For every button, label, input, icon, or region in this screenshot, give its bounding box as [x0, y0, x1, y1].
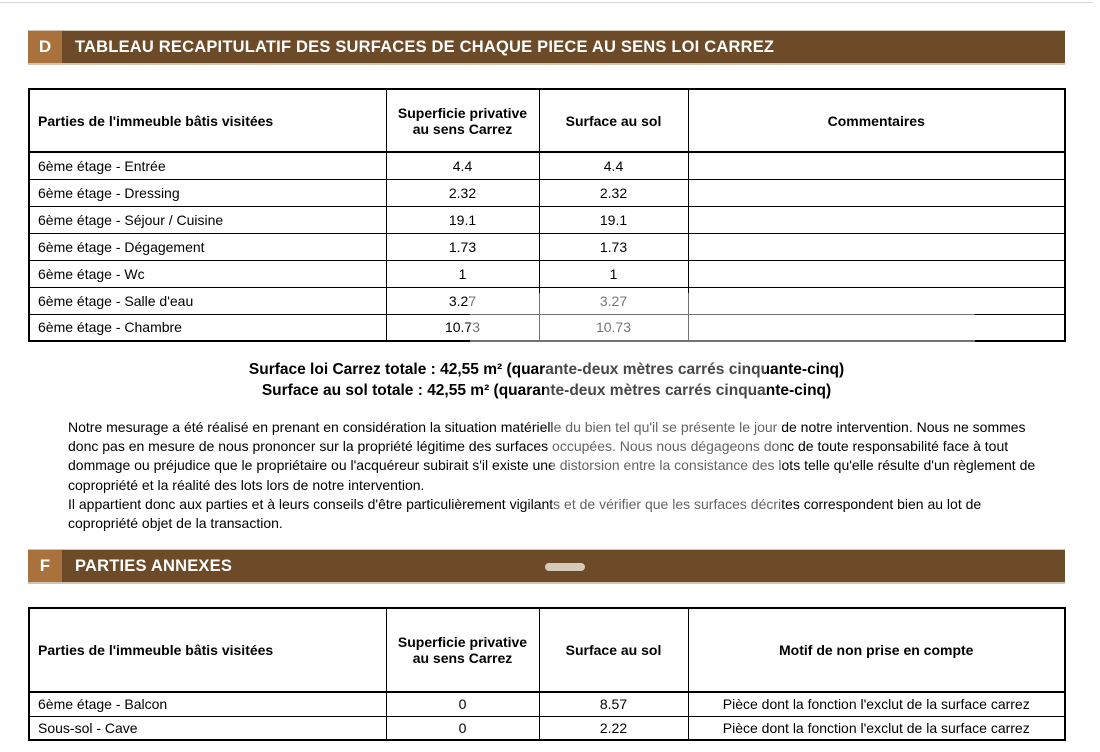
section-header-carrez [28, 30, 1065, 65]
cell-sol: 1 [539, 260, 688, 287]
cell-carrez: 3.27 [386, 287, 539, 314]
table-row [29, 179, 1065, 206]
cell-carrez: 19.1 [386, 206, 539, 233]
disclaimer-paragraph-1: Notre mesurage a été réalisé en prenant en considération la situation matérielle du bien tel qu'il se présente le jour de notre intervention. Nous ne sommes donc pas en mesure de nous prononcer sur la propriété légitime des surfaces occupées. Nous nous dégageons donc de toute responsabilité face à tout dommage ou préjudice que le propriétaire ou l'acquéreur subirait s'il existe une distorsion entre la consistance des lots telle qu'elle résulte d'un règlement de copropriété et la réalité des lots lors de notre intervention. [68, 419, 1036, 493]
carrez-surfaces-table [28, 88, 1066, 342]
column-header-motif: Motif de non prise en compte [688, 608, 1065, 692]
cell-carrez: 1.73 [386, 233, 539, 260]
cell-carrez: 0 [386, 692, 539, 716]
cell-piece: 6ème étage - Balcon [29, 692, 386, 716]
section-title-carrez: TABLEAU RECAPITULATIF DES SURFACES DE CHAQUE PIECE AU SENS LOI CARREZ [62, 31, 1065, 63]
column-header-carrez: Superficie privative au sens Carrez [386, 608, 539, 692]
cell-piece: 6ème étage - Dressing [29, 179, 386, 206]
cell-comment [688, 179, 1065, 206]
cell-sol: 8.57 [539, 692, 688, 716]
document-page [28, 0, 1065, 741]
column-header-sol: Surface au sol [539, 608, 688, 692]
cell-carrez: 2.32 [386, 179, 539, 206]
cell-carrez: 4.4 [386, 152, 539, 179]
cell-carrez: 0 [386, 716, 539, 740]
cell-piece: 6ème étage - Entrée [29, 152, 386, 179]
disclaimer-paragraph-2: Il appartient donc aux parties et à leurs conseils d'être particulièrement vigilants et de vérifier que les surfaces décrites correspondent bien au lot de copropriété objet de la transaction. [68, 495, 982, 532]
column-header-carrez: Superficie privative au sens Carrez [386, 89, 539, 152]
cell-sol: 3.27 [539, 287, 688, 314]
section-header-annexes [28, 549, 1065, 584]
sol-total-line: Surface au sol totale : 42,55 m² (quarante-deux mètres carrés cinquante-cinq) [261, 382, 832, 399]
table-row [29, 692, 1065, 716]
table-row [29, 716, 1065, 740]
cell-piece: 6ème étage - Salle d'eau [29, 287, 386, 314]
cell-carrez: 1 [386, 260, 539, 287]
cell-sol: 2.22 [539, 716, 688, 740]
cell-comment [688, 287, 1065, 314]
totals-block [28, 359, 1065, 401]
cell-piece: 6ème étage - Chambre [29, 314, 386, 341]
cell-piece: 6ème étage - Dégagement [29, 233, 386, 260]
cell-comment [688, 233, 1065, 260]
cell-sol: 1.73 [539, 233, 688, 260]
cell-comment [688, 260, 1065, 287]
column-header-sol: Surface au sol [539, 89, 688, 152]
cell-carrez: 10.73 [386, 314, 539, 341]
cell-piece: 6ème étage - Séjour / Cuisine [29, 206, 386, 233]
section-title-annexes: PARTIES ANNEXES [62, 550, 1065, 582]
table-header-row [29, 608, 1065, 692]
column-header-comment: Commentaires [688, 89, 1065, 152]
cell-motif: Pièce dont la fonction l'exclut de la surface carrez [688, 716, 1065, 740]
section-letter-d: D [28, 31, 62, 63]
column-header-piece: Parties de l'immeuble bâtis visitées [29, 608, 386, 692]
cell-comment [688, 314, 1065, 341]
table-row [29, 152, 1065, 179]
cell-comment [688, 152, 1065, 179]
cell-piece: 6ème étage - Wc [29, 260, 386, 287]
cell-sol: 4.4 [539, 152, 688, 179]
section-letter-f: F [28, 550, 62, 582]
column-header-piece: Parties de l'immeuble bâtis visitées [29, 89, 386, 152]
table-row [29, 206, 1065, 233]
table-row [29, 287, 1065, 314]
cell-sol: 10.73 [539, 314, 688, 341]
table-row [29, 233, 1065, 260]
cell-piece: Sous-sol - Cave [29, 716, 386, 740]
cell-motif: Pièce dont la fonction l'exclut de la surface carrez [688, 692, 1065, 716]
table-header-row [29, 89, 1065, 152]
cell-sol: 19.1 [539, 206, 688, 233]
table-row [29, 314, 1065, 341]
carrez-total-line: Surface loi Carrez totale : 42,55 m² (quarante-deux mètres carrés cinquante-cinq) [248, 361, 845, 378]
measurement-disclaimer [68, 418, 1044, 533]
cell-comment [688, 206, 1065, 233]
annexes-table [28, 607, 1066, 741]
cell-sol: 2.32 [539, 179, 688, 206]
table-row [29, 260, 1065, 287]
